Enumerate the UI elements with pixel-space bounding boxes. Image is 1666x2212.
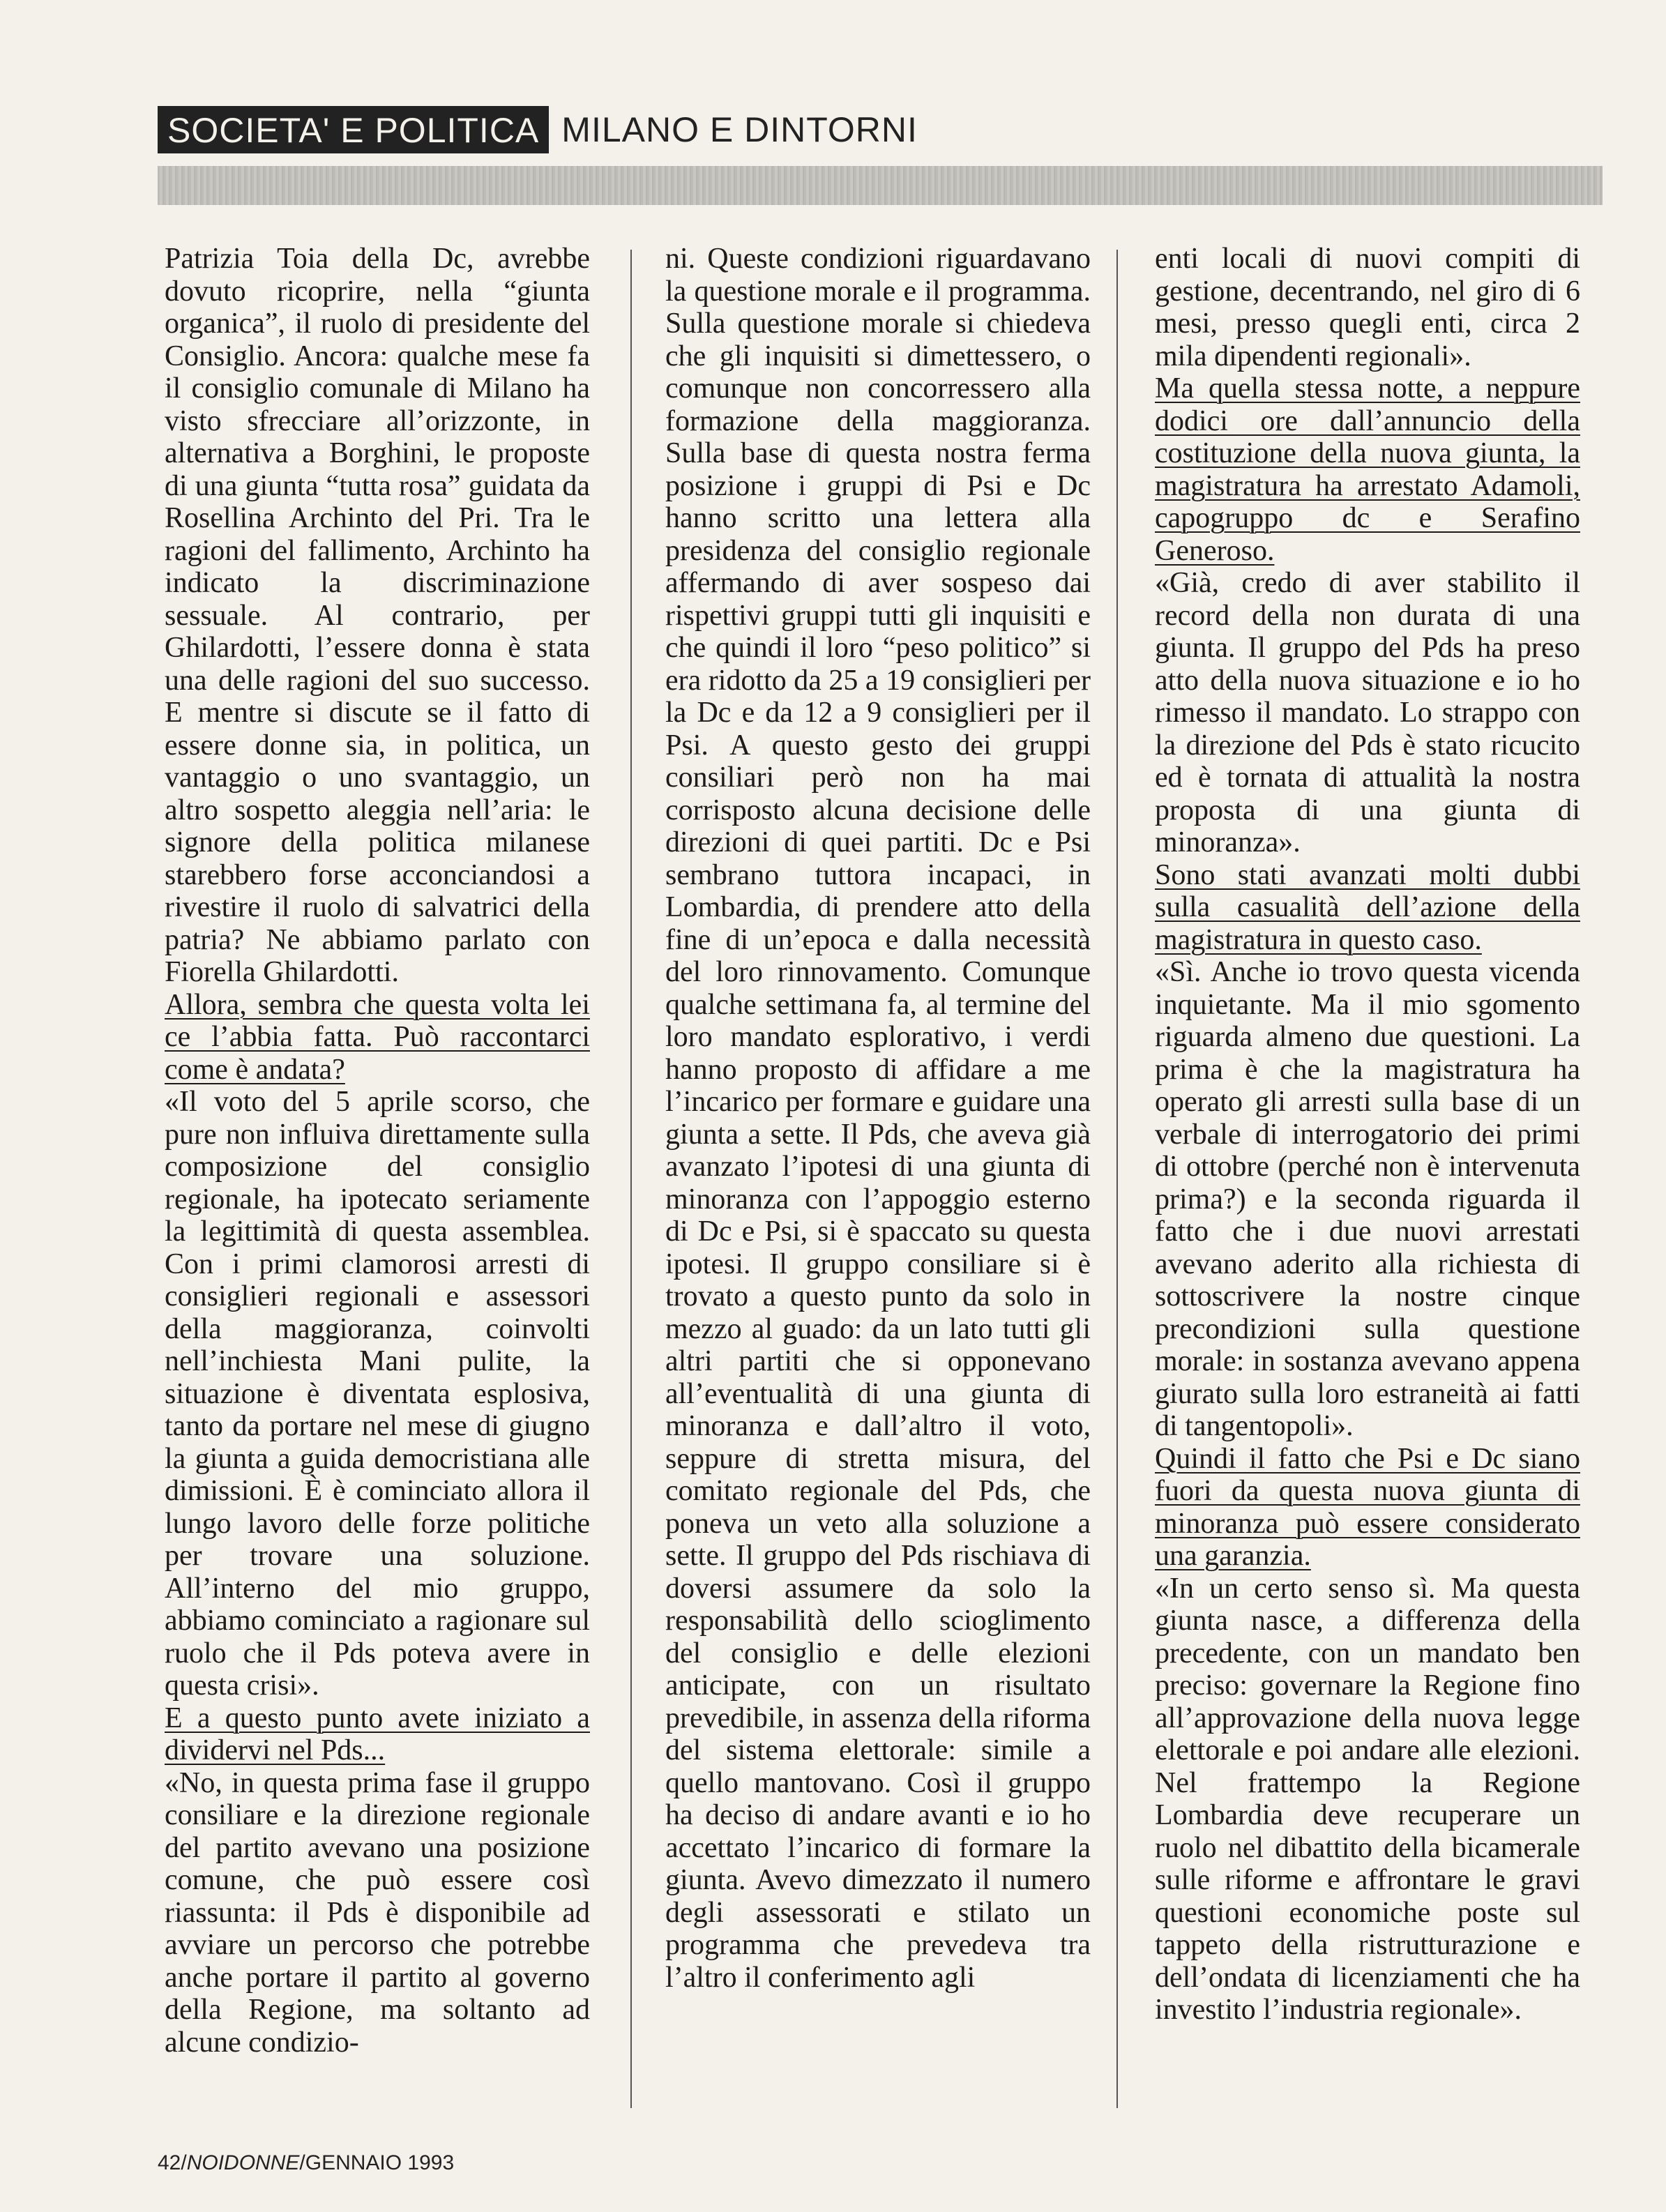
column-rule (630, 250, 632, 2108)
paragraph: enti locali di nuovi compiti di gestione, decentrando, nel giro di 6 mesi, presso quegli enti, circa 2 mila dipendenti regionali». (1155, 243, 1580, 372)
paragraph: «Sì. Anche io trovo questa vicenda inquietante. Ma il mio sgomento riguarda almeno due questioni. La prima è che la magistratura ha operato gli arresti sulla base di un verbale di interrogatorio dei primi di ottobre (perché non è intervenuta prima?) e la seconda riguarda il fatto che i due nuovi arrestati avevano aderito alla richiesta di sottoscrivere la nostre cinque precondizioni sulla questione morale: in sostanza avevano appena giurato sulla loro estraneità ai fatti di tangentopoli». (1155, 956, 1580, 1442)
interview-question: Ma quella stessa notte, a neppure dodici ore dall’annuncio della costituzione della nuova giunta, la magistratura ha arrestato Adamoli, capogruppo dc e Serafino Generoso. (1155, 372, 1580, 567)
column-3 (1155, 243, 1580, 2027)
section-label: SOCIETA' E POLITICA (158, 106, 549, 153)
paragraph: «Il voto del 5 aprile scorso, che pure non influiva direttamente sulla composizione del consiglio regionale, ha ipotecato seriamente la legittimità di questa assemblea. Con i primi clamorosi arresti di consiglieri regionali e assessori della maggioranza, coinvolti nell’inchiesta Mani pulite, la situazione è diventata esplosiva, tanto da portare nel mese di giugno la giunta a guida democristiana alle dimissioni. È è cominciato allora il lungo lavoro delle forze politiche per trovare una soluzione. All’interno del mio gruppo, abbiamo cominciato a ragionare sul ruolo che il Pds poteva avere in questa crisi». (165, 1086, 590, 1702)
column-1 (165, 243, 590, 2059)
page-footer (158, 2151, 454, 2175)
article-body (158, 243, 1603, 2108)
publication-name: NOIDONNE (186, 2151, 300, 2174)
interview-question: E a questo punto avete iniziato a dividervi nel Pds... (165, 1702, 590, 1766)
issue-date: /GENNAIO 1993 (299, 2151, 455, 2174)
header-band (158, 166, 1603, 205)
column-2 (665, 243, 1091, 1994)
paragraph: «Già, credo di aver stabilito il record della non durata di una giunta. Il gruppo del Pds ha preso atto della nuova situazione e io ho rimesso il mandato. Lo strappo con la direzione del Pds è stato ricucito ed è tornata di attualità la nostra proposta di una giunta di minoranza». (1155, 567, 1580, 858)
section-header (158, 106, 918, 153)
paragraph: Patrizia Toia della Dc, avrebbe dovuto ricoprire, nella “giunta organica”, il ruolo di presidente del Consiglio. Ancora: qualche mese fa il consiglio comunale di Milano ha visto sfrecciare all’orizzonte, in alternativa a Borghini, le proposte di una giunta “tutta rosa” guidata da Rosellina Archinto del Pri. Tra le ragioni del fallimento, Archinto ha indicato la discriminazione sessuale. Al contrario, per Ghilardotti, l’essere donna è stata una delle ragioni del suo successo. E mentre si discute se il fatto di essere donne sia, in politica, un vantaggio o uno svantaggio, un altro sospetto aleggia nell’aria: le signore della politica milanese starebbero forse acconciandosi a rivestire il ruolo di salvatrici della patria? Ne abbiamo parlato con Fiorella Ghilardotti. (165, 243, 590, 988)
page-number: 42/ (158, 2151, 187, 2174)
interview-question: Quindi il fatto che Psi e Dc siano fuori da questa nuova giunta di minoranza può essere considerato una garanzia. (1155, 1442, 1580, 1572)
paragraph: «In un certo senso sì. Ma questa giunta nasce, a differenza della precedente, con un mandato ben preciso: governare la Regione fino all’approvazione della nuova legge elettorale e poi andare alle elezioni. Nel frattempo la Regione Lombardia deve recuperare un ruolo nel dibattito della bicamerale sulle riforme e affrontare le gravi questioni economiche poste sul tappeto della ristrutturazione e dell’ondata di licenziamenti che ha investito l’industria regionale». (1155, 1572, 1580, 2026)
interview-question: Allora, sembra che questa volta lei ce l’abbia fatta. Può raccontarci come è andata? (165, 988, 590, 1086)
paragraph: ni. Queste condizioni riguardavano la questione morale e il programma. Sulla questione morale si chiedeva che gli inquisiti si dimettessero, o comunque non concorressero alla formazione della maggioranza. Sulla base di questa nostra ferma posizione i gruppi di Psi e Dc hanno scritto una lettera alla presidenza del consiglio regionale affermando di aver sospeso dai rispettivi gruppi tutti gli inquisiti e che quindi il loro “peso politico” si era ridotto da 25 a 19 consiglieri per la Dc e da 12 a 9 consiglieri per il Psi. A questo gesto dei gruppi consiliari però non ha mai corrisposto alcuna decisione delle direzioni di quei partiti. Dc e Psi sembrano tuttora incapaci, in Lombardia, di prendere atto della fine di un’epoca e dalla necessità del loro rinnovamento. Comunque qualche settimana fa, al termine del loro mandato esplorativo, i verdi hanno proposto di affidare a me l’incarico per formare e guidare una giunta a sette. Il Pds, che aveva già avanzato l’ipotesi di una giunta di minoranza con l’appoggio esterno di Dc e Psi, si è spaccato su questa ipotesi. Il gruppo consiliare si è trovato a questo punto da solo in mezzo al guado: da un lato tutti gli altri partiti che si opponevano all’eventualità di una giunta di minoranza e dall’altro il voto, seppure di stretta misura, del comitato regionale del Pds, che poneva un veto alla soluzione a sette. Il gruppo del Pds rischiava di doversi assumere da solo la responsabilità dello scioglimento del consiglio e delle elezioni anticipate, con un risultato prevedibile, in assenza della riforma del sistema elettorale: simile a quello mantovano. Così il gruppo ha deciso di andare avanti e io ho accettato l’incarico di formare la giunta. Avevo dimezzato il numero degli assessorati e stilato un programma che prevedeva tra l’altro il conferimento agli (665, 243, 1091, 1994)
section-topic: MILANO E DINTORNI (561, 110, 918, 149)
interview-question: Sono stati avanzati molti dubbi sulla casualità dell’azione della magistratura in questo caso. (1155, 858, 1580, 956)
column-rule (1116, 250, 1118, 2108)
paragraph: «No, in questa prima fase il gruppo consiliare e la direzione regionale del partito avevano una posizione comune, che può essere così riassunta: il Pds è disponibile ad avviare un percorso che potrebbe anche portare il partito al governo della Regione, ma soltanto ad alcune condizio- (165, 1766, 590, 2059)
